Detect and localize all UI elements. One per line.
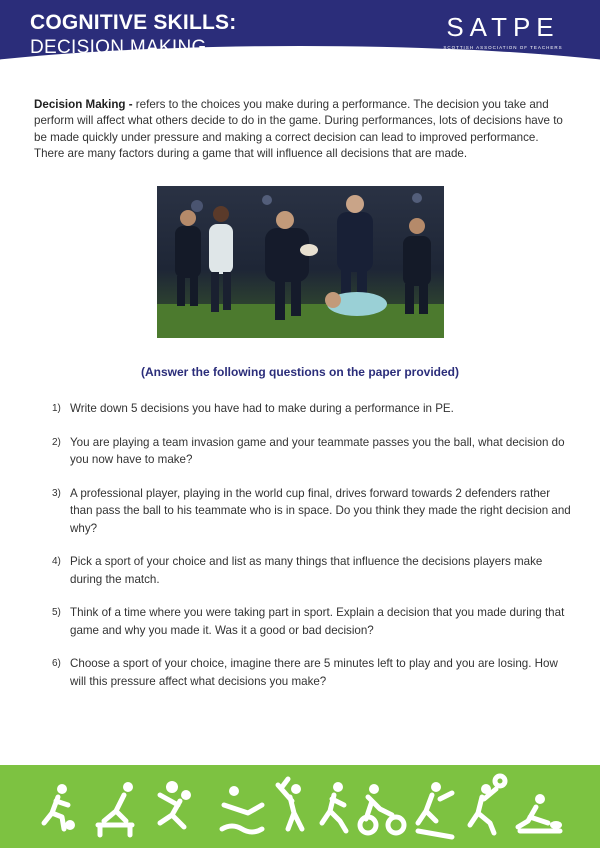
- volleyball-player-icon: [160, 781, 191, 827]
- satpe-logo: [428, 12, 578, 59]
- question-number: 2): [52, 436, 61, 448]
- gymnast-icon: [98, 782, 133, 835]
- cyclist-icon: [360, 784, 404, 833]
- runner-icon: [322, 782, 346, 831]
- swimmer-icon: [222, 786, 262, 832]
- intro-paragraph: [34, 97, 570, 162]
- question-item: [52, 400, 572, 418]
- curling-icon: [518, 794, 562, 831]
- football-player-icon: [44, 784, 75, 830]
- page-subtitle: DECISION MAKING: [30, 37, 207, 58]
- logo-subtext-2: OF PHYSICAL EDUCATION: [463, 53, 542, 58]
- skier-icon: [418, 782, 452, 837]
- basketball-player-icon: [470, 776, 505, 833]
- footer-banner: [0, 765, 600, 848]
- question-number: 4): [52, 556, 61, 567]
- question-text: Think of a time where you were taking part in sport. Explain a decision that you made during that game and why you made it. Was it a good or bad decision?: [70, 606, 565, 637]
- question-text: You are playing a team invasion game and your teammate passes you the ball, what decision do you now have to make?: [70, 435, 565, 466]
- question-number: 3): [52, 487, 61, 499]
- question-number: 1): [52, 403, 61, 414]
- question-item: [52, 655, 572, 690]
- intro-text: refers to the choices you make during a performance. The decision you take and perform will affect what others decide to do in the game. During performances, lots of decisions have to be made quickly under pressure and making a correct decision can lead to improved performance. There are many factors during a game that will influence all decisions that are made.: [34, 98, 563, 160]
- question-item: [52, 553, 572, 588]
- question-text: A professional player, playing in the world cup final, drives forward towards 2 defenders rather than pass the ball to his teammate who is in space. Do you think they made the right decision and why?: [70, 486, 571, 535]
- rugby-photo-illustration: [157, 186, 444, 338]
- question-text: Pick a sport of your choice and list as many things that influence the decisions players make during the match.: [70, 555, 543, 586]
- intro-term: Decision Making -: [34, 98, 133, 111]
- sport-icons-strip: [0, 765, 600, 848]
- rugby-photo: [157, 186, 444, 338]
- question-item: [52, 485, 572, 538]
- question-item: [52, 604, 572, 639]
- page-title: COGNITIVE SKILLS:: [30, 11, 237, 34]
- question-item: [52, 434, 572, 469]
- question-number: 6): [52, 658, 61, 669]
- question-text: Write down 5 decisions you have had to make during a performance in PE.: [70, 402, 454, 415]
- question-number: 5): [52, 607, 61, 618]
- logo-subtext-1: SCOTTISH ASSOCIATION OF TEACHERS: [443, 45, 563, 50]
- logo-word: SATPE: [446, 12, 560, 42]
- header-banner: [0, 0, 600, 82]
- golfer-icon: [278, 779, 302, 829]
- question-text: Choose a sport of your choice, imagine there are 5 minutes left to play and you are losing. How will this pressure affect what decisions you make?: [70, 657, 558, 688]
- answer-instruction: (Answer the following questions on the paper provided): [140, 365, 459, 379]
- question-list: [52, 400, 572, 706]
